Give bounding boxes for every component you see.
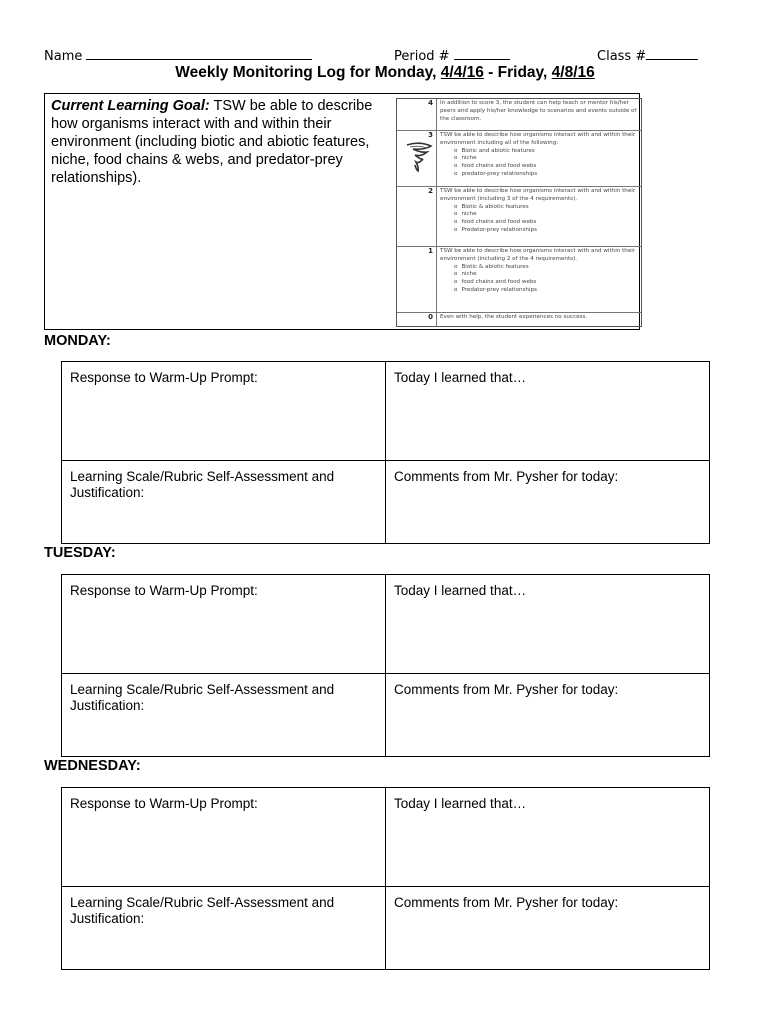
teacher-comments-cell[interactable]: [386, 674, 709, 756]
rubric-criterion: o Biotic and abiotic features: [454, 148, 638, 156]
name-label: Name: [44, 49, 83, 64]
rubric-description: [440, 248, 638, 295]
rubric-row: [397, 247, 641, 313]
rubric-description: [440, 188, 638, 235]
learned-cell[interactable]: [386, 575, 709, 674]
learned-label: Today I learned that…: [394, 583, 527, 598]
rubric-score: 4: [397, 99, 437, 130]
rubric-description: [440, 100, 638, 123]
rubric-description: [440, 314, 638, 322]
page-title: [0, 64, 770, 82]
rubric-criteria-list: [440, 148, 638, 179]
rubric-score: 0: [397, 313, 437, 326]
learning-goal-text: [51, 97, 391, 187]
learning-goal-lead: Current Learning Goal:: [51, 98, 210, 114]
rubric-text: In addition to score 3, the student can help teach or mentor his/her peers and apply his/her knowledge to scenarios and events outside of the classroom.: [440, 100, 637, 122]
period-field[interactable]: [394, 46, 510, 64]
day-table-wednesday: [61, 787, 710, 970]
rubric-criterion: o Biotic & abiotic features: [454, 204, 638, 212]
tornado-mascot-icon: [405, 141, 433, 175]
rubric-criterion: o predator-prey relationships: [454, 171, 638, 179]
rubric-criterion: o niche: [454, 271, 638, 279]
rubric-row: [397, 187, 641, 247]
rubric-score: 3: [428, 131, 433, 139]
learned-label: Today I learned that…: [394, 796, 527, 811]
rubric-criteria-list: [440, 204, 638, 235]
day-label-monday: MONDAY:: [44, 333, 111, 349]
learning-goal-box: [44, 93, 640, 330]
day-label-tuesday: TUESDAY:: [44, 545, 116, 561]
rubric-criterion: o Biotic & abiotic features: [454, 264, 638, 272]
rubric-score: 1: [397, 247, 437, 312]
warmup-label: Response to Warm-Up Prompt:: [70, 583, 258, 598]
teacher-comments-label: Comments from Mr. Pysher for today:: [394, 469, 619, 484]
rubric-row: [397, 313, 641, 326]
self-assessment-label: Learning Scale/Rubric Self-Assessment and Justification:: [70, 469, 335, 500]
rubric-text: TSW be able to describe how organisms interact with and within their environment (including 3 of the 4 requirements).: [440, 188, 636, 202]
warmup-response-cell[interactable]: [62, 575, 386, 674]
rubric-text: TSW be able to describe how organisms interact with and within their environment (including 2 of the 4 requirements).: [440, 248, 636, 262]
rubric-description: [440, 132, 638, 179]
title-start-date: 4/4/16: [440, 64, 484, 81]
period-label: Period #: [394, 49, 450, 64]
learning-scale-rubric: [396, 98, 642, 327]
rubric-criterion: o food chains and food webs: [454, 279, 638, 287]
day-label-wednesday: WEDNESDAY:: [44, 758, 141, 774]
rubric-criteria-list: [440, 264, 638, 295]
rubric-criterion: o Predator-prey relationships: [454, 227, 638, 235]
rubric-text: Even with help, the student experiences no success.: [440, 314, 588, 320]
learned-cell[interactable]: [386, 362, 709, 461]
rubric-criterion: o food chains and food webs: [454, 219, 638, 227]
self-assessment-cell[interactable]: [62, 461, 386, 543]
title-prefix: Weekly Monitoring Log for Monday,: [175, 64, 441, 81]
warmup-response-cell[interactable]: [62, 362, 386, 461]
rubric-score-cell: [397, 131, 437, 186]
learned-label: Today I learned that…: [394, 370, 527, 385]
warmup-label: Response to Warm-Up Prompt:: [70, 796, 258, 811]
self-assessment-cell[interactable]: [62, 887, 386, 969]
rubric-row: [397, 99, 641, 131]
rubric-criterion: o Predator-prey relationships: [454, 287, 638, 295]
self-assessment-label: Learning Scale/Rubric Self-Assessment and Justification:: [70, 682, 335, 713]
rubric-score: 2: [397, 187, 437, 246]
warmup-label: Response to Warm-Up Prompt:: [70, 370, 258, 385]
day-table-tuesday: [61, 574, 710, 757]
self-assessment-label: Learning Scale/Rubric Self-Assessment and Justification:: [70, 895, 335, 926]
rubric-criterion: o food chains and food webs: [454, 163, 638, 171]
rubric-criterion: o niche: [454, 155, 638, 163]
learned-cell[interactable]: [386, 788, 709, 887]
learning-goal-body: TSW be able to describe how organisms interact with and within their environment (including biotic and abiotic features, niche, food chains & webs, and predator-prey relationships).: [51, 98, 373, 186]
rubric-row: [397, 131, 641, 187]
name-field[interactable]: [44, 46, 312, 64]
class-field[interactable]: [597, 46, 698, 64]
student-info-line: [44, 46, 744, 66]
class-label: Class #: [597, 49, 647, 64]
class-blank[interactable]: [646, 46, 698, 60]
rubric-text: TSW be able to describe how organisms interact with and within their environment including all of the following:: [440, 132, 636, 146]
title-end-date: 4/8/16: [551, 64, 595, 81]
day-table-monday: [61, 361, 710, 544]
teacher-comments-label: Comments from Mr. Pysher for today:: [394, 682, 619, 697]
teacher-comments-label: Comments from Mr. Pysher for today:: [394, 895, 619, 910]
title-middle: - Friday,: [483, 64, 552, 81]
self-assessment-cell[interactable]: [62, 674, 386, 756]
name-blank[interactable]: [86, 46, 312, 60]
period-blank[interactable]: [454, 46, 510, 60]
teacher-comments-cell[interactable]: [386, 461, 709, 543]
rubric-criterion: o niche: [454, 211, 638, 219]
warmup-response-cell[interactable]: [62, 788, 386, 887]
teacher-comments-cell[interactable]: [386, 887, 709, 969]
